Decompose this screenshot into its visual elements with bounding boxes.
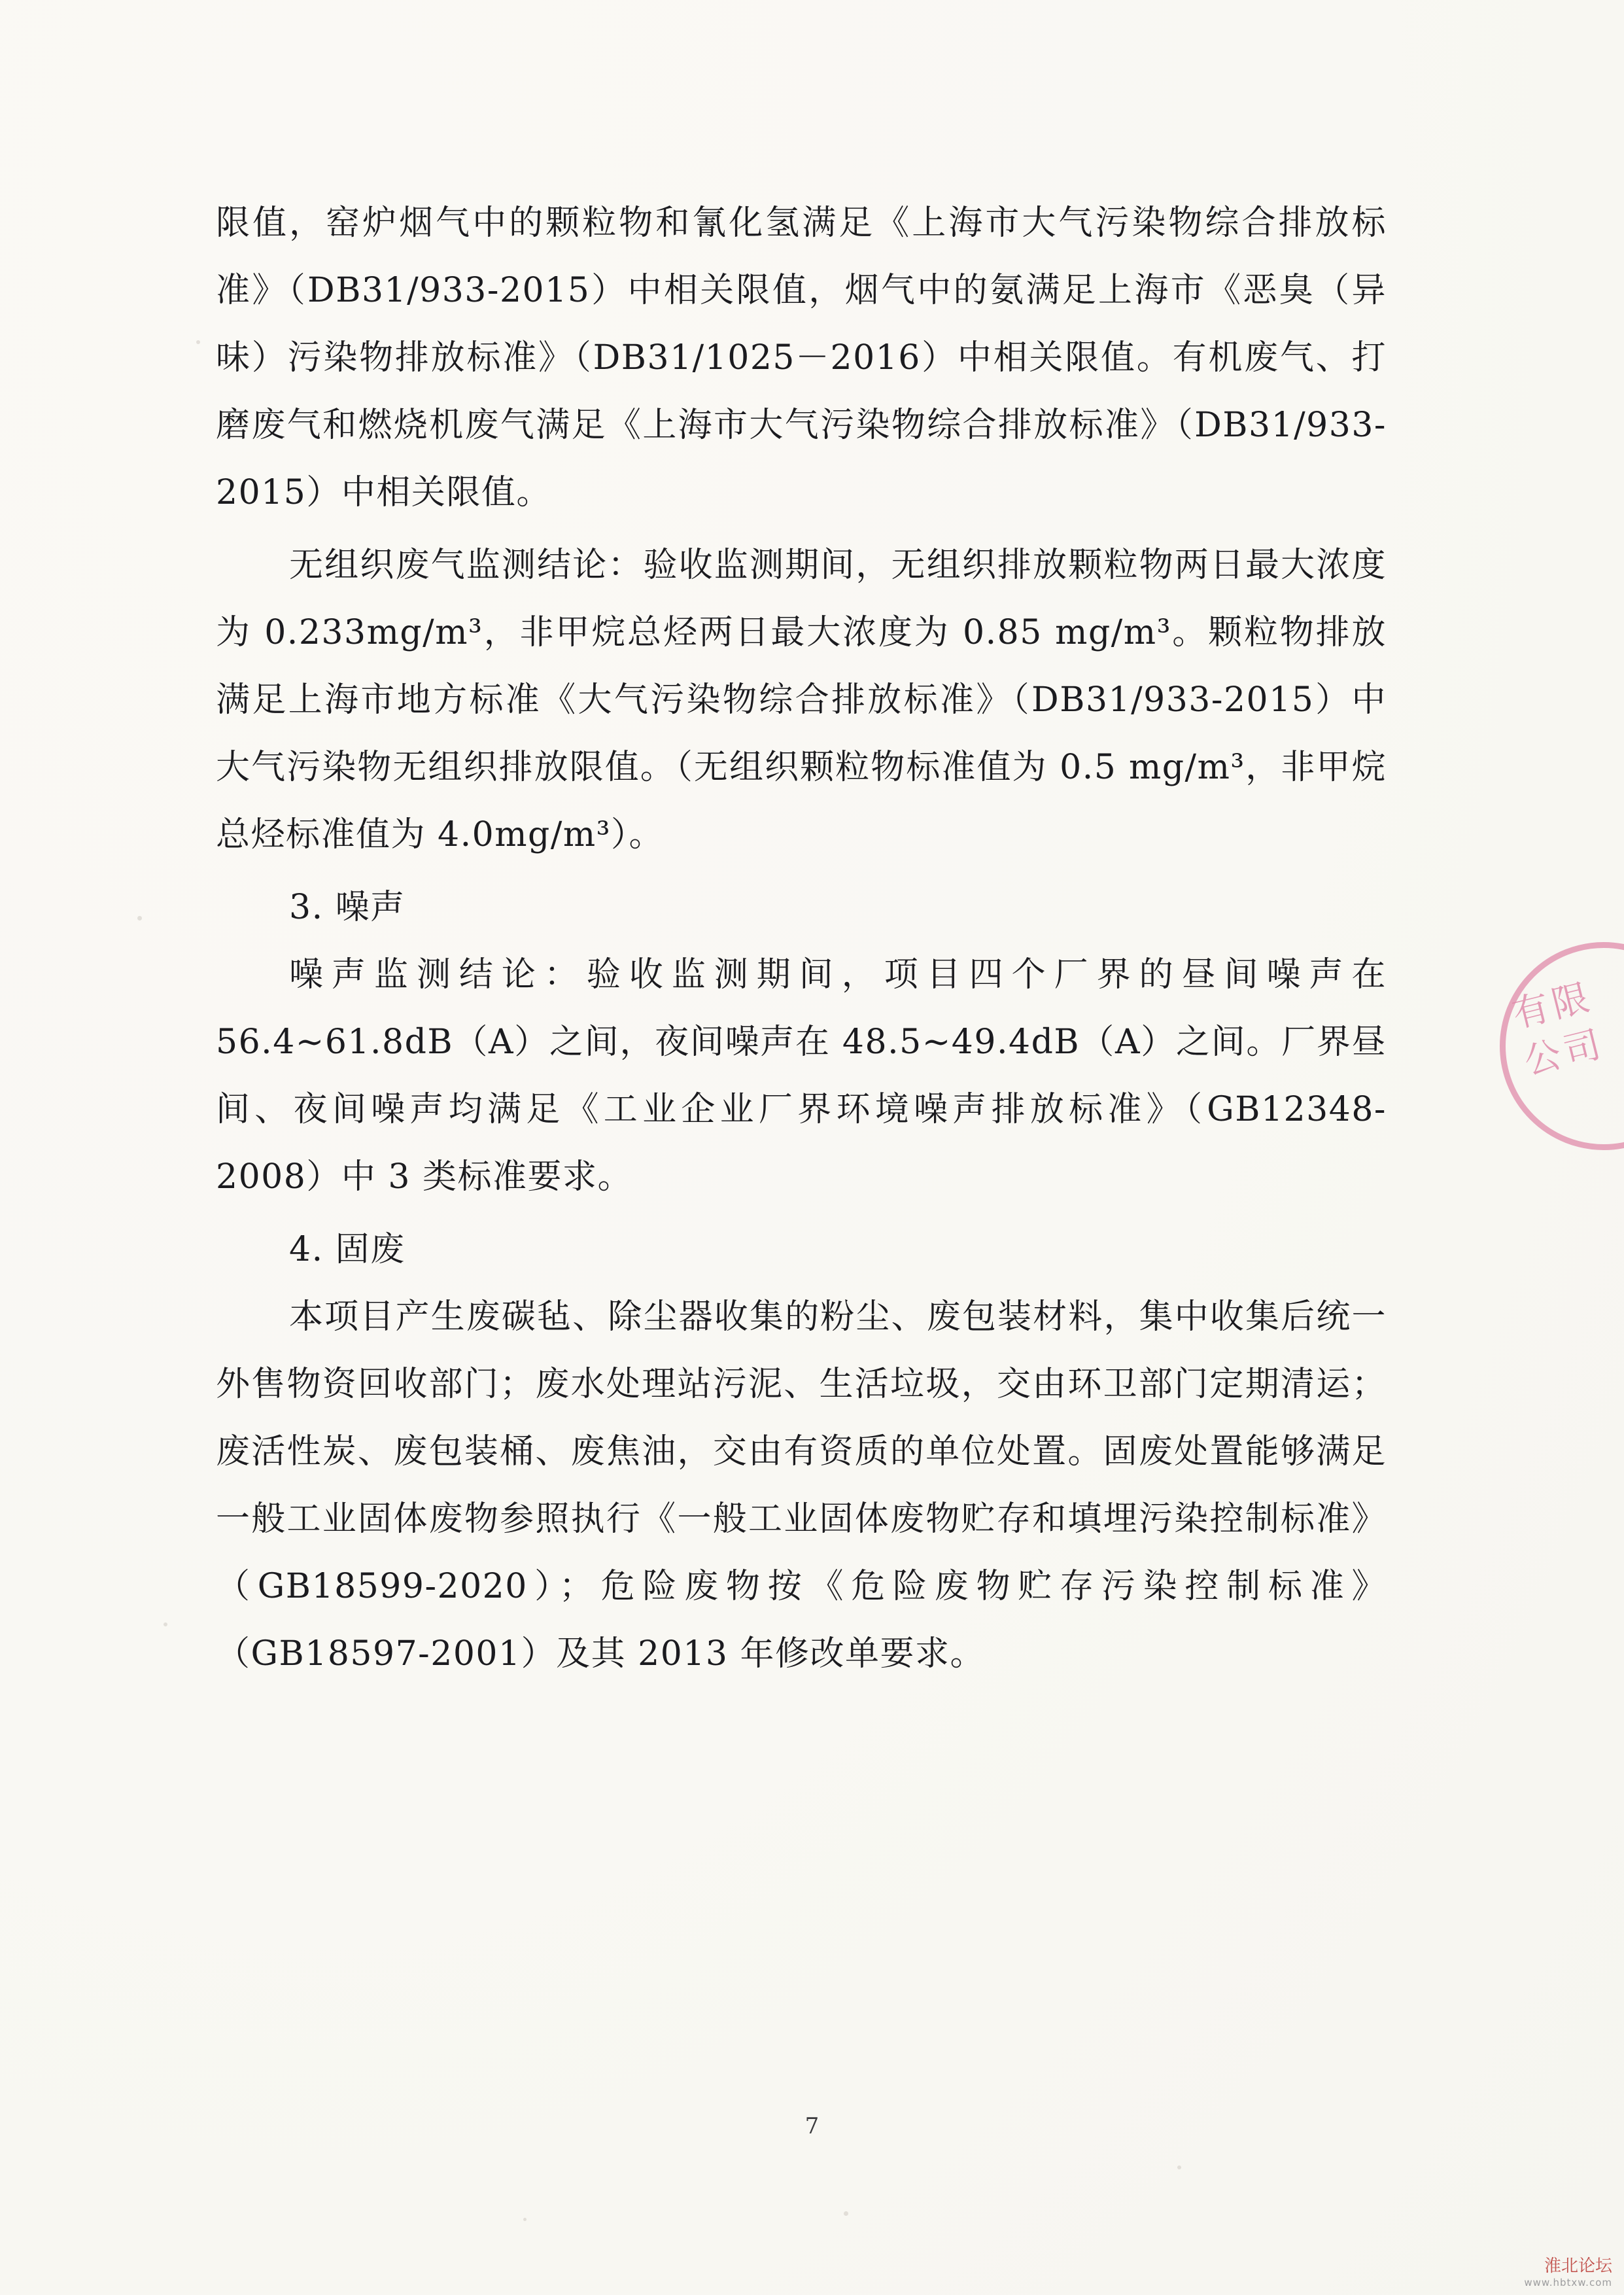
stamp-ring	[1500, 942, 1624, 1150]
scan-speck	[137, 916, 142, 920]
paragraph-fugitive-emission-conclusion: 无组织废气监测结论：验收监测期间，无组织排放颗粒物两日最大浓度为 0.233mg/m³，非甲烷总烃两日最大浓度为 0.85 mg/m³。颗粒物排放满足上海市地方标准《大气污染物综合排放标准》（DB31/933-2015）中大气污染物无组织排放限值。（无组织颗粒物标准值为 0.5 mg/m³，非甲烷总烃标准值为 4.0mg/m³）。	[216, 546, 1387, 854]
scan-speck	[1177, 2165, 1181, 2169]
red-official-stamp	[1500, 942, 1624, 1158]
paragraph-solid-waste-conclusion: 本项目产生废碳毡、除尘器收集的粉尘、废包装材料，集中收集后统一外售物资回收部门；废水处理站污泥、生活垃圾，交由环卫部门定期清运；废活性炭、废包装桶、废焦油，交由有资质的单位处置。固废处置能够满足一般工业固体废物参照执行《一般工业固体废物贮存和填埋污染控制标准》（GB18599-2020）；危险废物按《危险废物贮存污染控制标准》（GB18597-2001）及其 2013 年修改单要求。	[216, 1297, 1387, 1673]
watermark-text: 淮北论坛	[1544, 2256, 1612, 2276]
document-body	[216, 190, 1387, 1688]
section-heading-noise: 3. 噪声	[289, 888, 406, 927]
forum-watermark	[1524, 2252, 1612, 2288]
scan-speck	[196, 340, 200, 344]
scan-speck	[844, 2211, 848, 2216]
scan-speck	[523, 2218, 527, 2221]
section-heading-solid-waste: 4. 固废	[289, 1230, 406, 1269]
paragraph-noise-conclusion: 噪声监测结论：验收监测期间，项目四个厂界的昼间噪声在 56.4~61.8dB（A）之间，夜间噪声在 48.5~49.4dB（A）之间。厂界昼间、夜间噪声均满足《工业企业厂界环境噪声排放标准》（GB12348-2008）中 3 类标准要求。	[216, 955, 1387, 1197]
watermark-subtext: www.hbtxw.com	[1524, 2277, 1612, 2288]
stamp-text: 有限 公司	[1508, 975, 1609, 1083]
page-number: 7	[804, 2113, 820, 2139]
scan-speck	[164, 1622, 167, 1626]
paragraph-air-emission-limits: 限值，窑炉烟气中的颗粒物和氰化氢满足《上海市大气污染物综合排放标准》（DB31/933-2015）中相关限值，烟气中的氨满足上海市《恶臭（异味）污染物排放标准》（DB31/1025－2016）中相关限值。有机废气、打磨废气和燃烧机废气满足《上海市大气污染物综合排放标准》（DB31/933-2015）中相关限值。	[216, 203, 1387, 512]
